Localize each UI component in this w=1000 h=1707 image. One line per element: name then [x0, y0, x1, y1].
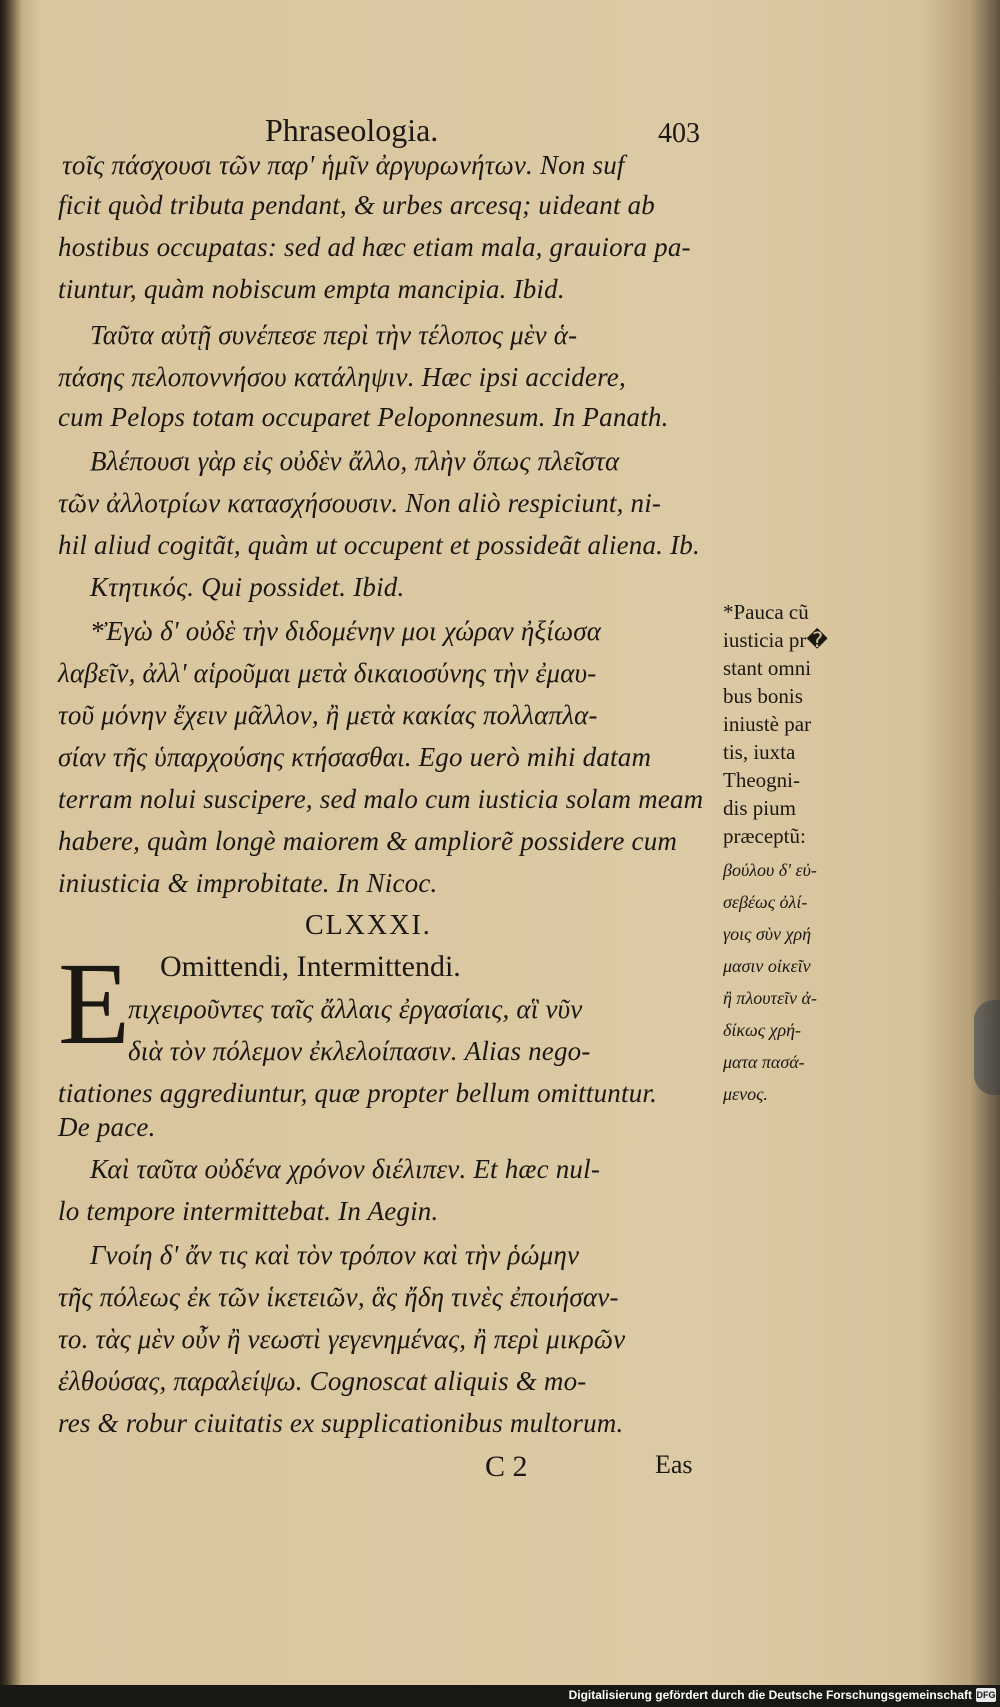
margin-note-line: ἢ πλουτεῖν ἀ-	[723, 988, 817, 1008]
body-line: hostibus occupatas: sed ad hæc etiam mala, grauiora pa-	[58, 232, 691, 262]
margin-note-line: *Pauca cũ	[723, 600, 809, 624]
body-line: tiationes aggrediuntur, quæ propter bellum omittuntur.	[58, 1078, 658, 1108]
drop-cap: E	[58, 938, 131, 1069]
margin-note-line: γοις σὺν χρή	[723, 924, 812, 944]
page-gutter-shadow	[0, 0, 22, 1707]
body-line: res & robur ciuitatis ex supplicationibus multorum.	[58, 1408, 624, 1438]
body-line: habere, quàm longè maiorem & ampliorẽ possidere cum	[58, 826, 678, 856]
margin-note-line: δίκως χρή-	[723, 1020, 802, 1040]
body-line: iniusticia & improbitate. In Nicoc.	[58, 868, 438, 898]
body-line: Κτητικός. Qui possidet. Ibid.	[90, 572, 405, 602]
margin-note-line: μασιν οἰκεῖν	[723, 956, 811, 976]
section-number: CLXXXI.	[305, 910, 432, 941]
page-number: 403	[658, 118, 700, 149]
running-title: Phraseologia.	[265, 112, 439, 148]
body-line: το. τὰς μὲν οὖν ἢ νεωστὶ γεγενημένας, ἢ περὶ μικρῶν	[58, 1324, 626, 1354]
body-line: lo tempore intermittebat. In Aegin.	[58, 1196, 439, 1226]
body-line: τοῦ μόνην ἔχειν μᾶλλον, ἢ μετὰ κακίας πολλαπλα-	[58, 700, 598, 730]
body-line: Ταῦτα αὐτῇ συνέπεσε περὶ τὴν τέλοπος μὲν ἁ-	[90, 320, 578, 350]
signature-mark: C 2	[485, 1450, 528, 1483]
margin-note-line: præceptũ:	[723, 824, 806, 848]
funding-credit: Digitalisierung gefördert durch die Deutsche Forschungsgemeinschaft	[568, 1688, 972, 1702]
margin-note-line: iusticia pr�	[723, 628, 828, 652]
body-line: σίαν τῆς ὑπαρχούσης κτήσασθαι. Ego uerò mihi datam	[58, 742, 652, 772]
margin-note-line: dis pium	[723, 796, 796, 820]
margin-note-line: μενος.	[723, 1084, 768, 1104]
margin-note-line: Theogni-	[723, 768, 800, 792]
body-line: πιχειροῦντες ταῖς ἄλλαις ἐργασίαις, αἳ νῦν	[128, 994, 583, 1024]
body-line: ficit quòd tributa pendant, & urbes arcesq; uideant ab	[58, 190, 655, 220]
body-line: Καὶ ταῦτα οὐδένα χρόνον διέλιπεν. Et hæc nul-	[90, 1154, 601, 1184]
margin-note-line: ματα πασά-	[723, 1052, 805, 1072]
body-line: λαβεῖν, ἀλλ' αἱροῦμαι μετὰ δικαιοσύνης τὴν ἐμαυ-	[58, 658, 597, 688]
body-line: *Ἐγὼ δ' οὐδὲ τὴν διδομένην μοι χώραν ἠξίωσα	[90, 616, 602, 646]
margin-note-line: σεβέως ὀλί-	[723, 892, 808, 912]
margin-note-line: iniustè par	[723, 712, 812, 736]
body-line: cum Pelops totam occuparet Peloponnesum. In Panath.	[58, 402, 669, 432]
body-line: tiuntur, quàm nobiscum empta mancipia. Ibid.	[58, 274, 565, 304]
margin-note-line: bus bonis	[723, 684, 803, 708]
margin-note-line: stant omni	[723, 656, 812, 680]
body-line: terram nolui suscipere, sed malo cum iusticia solam meam	[58, 784, 704, 814]
body-line: διὰ τὸν πόλεμον ἐκλελοίπασιν. Alias nego-	[128, 1036, 591, 1066]
body-line: τῶν ἀλλοτρίων κατασχήσουσιν. Non aliò respiciunt, ni-	[58, 488, 662, 518]
body-line: τῆς πόλεως ἐκ τῶν ἱκετειῶν, ἃς ἤδη τινὲς ἐποιήσαν-	[58, 1282, 619, 1312]
catchword: Eas	[655, 1450, 693, 1479]
dfg-logo: DFG	[976, 1690, 996, 1700]
margin-note-line: tis, iuxta	[723, 740, 796, 764]
body-line: Βλέπουσι γὰρ εἰς οὐδὲν ἄλλο, πλὴν ὅπως πλεῖστα	[90, 446, 620, 476]
body-line: De pace.	[58, 1112, 156, 1142]
body-line: πάσης πελοποννήσου κατάληψιν. Hæc ipsi accidere,	[58, 362, 626, 392]
body-line: hil aliud cogitãt, quàm ut occupent et possideãt aliena. Ib.	[58, 530, 700, 560]
section-heading: Omittendi, Intermittendi.	[160, 950, 461, 983]
book-clasp	[974, 1000, 1000, 1095]
body-line: τοῖς πάσχουσι τῶν παρ' ἡμῖν ἀργυρωνήτων. Non suf	[62, 150, 625, 180]
margin-note-line: βούλου δ' εὐ-	[723, 860, 817, 880]
body-line: ἐλθούσας, παραλείψω. Cognoscat aliquis & mo-	[58, 1366, 587, 1396]
body-line: Γνοίη δ' ἄν τις καὶ τὸν τρόπον καὶ τὴν ῥώμην	[90, 1240, 580, 1270]
